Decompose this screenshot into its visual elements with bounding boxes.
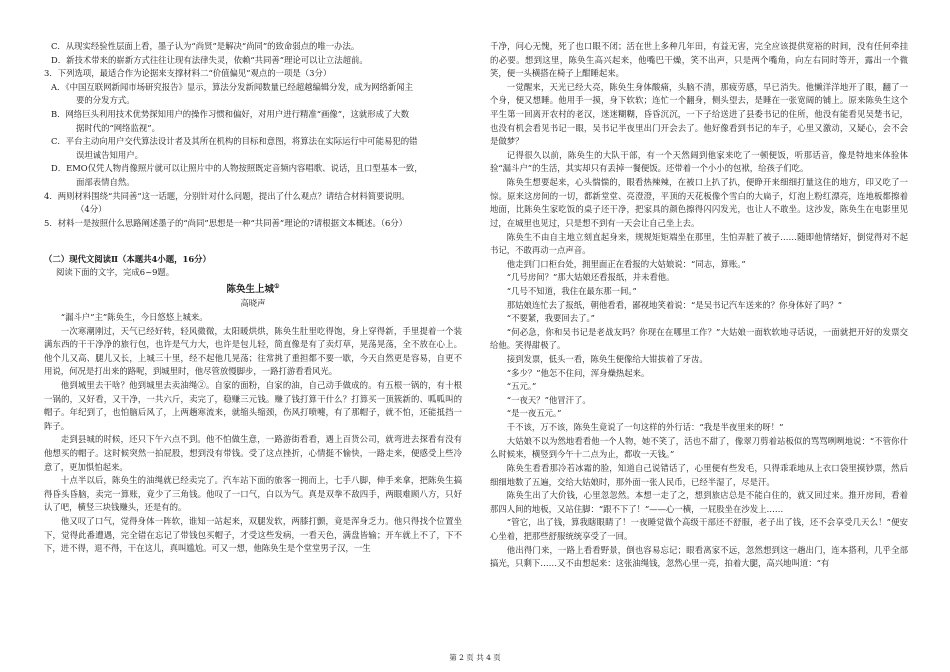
story-paragraph: 十点半以后，陈奂生的油绳就已经卖完了。汽车站下面的旅客一拥而上，七手八脚，伸手来拿，把陈奂生搞得昏头昏脑，卖完一算账，竟少了三角钱。他叹了一口气，白以为气。真是双拳不敌四手，两眼难顾八方，只好认了吧，横竖三块钱赚头，还是有的。 [44,475,462,513]
q3-option-a: A．《中国互联网新闻市场研究报告》显示，算法分发新闻数量已经超越编辑分发，成为网络新闻主 [51,81,413,92]
q3-stem: 3．下列选项，最适合作为论据来支撑材料二“价值偏见”观点的一项是（3分） [44,68,332,79]
story-paragraph: 一次寒潮刚过，天气已经好转，轻风微微，太阳暖烘烘，陈奂生肚里吃得饱，身上穿得新，手里提着一个装满东西的干干净净的旅行包，也许是气力大，也许是包儿轻，简直像是有了卖灯草，晃荡晃荡，全不放在心上。他个儿又高、腿儿又长，上城三十里，经不起他几晃荡；往常挑了重担都不要一歇，今天自然更是容易，自更不用说，何况是打出来的路呢，到城里时，他尽管放慢脚步，一路打游看看风光。 [44,325,462,377]
story-paragraph: 陈奂生看看那冷若冰霜的脸，知道自己说错话了，心里便有些发毛，只得乖乖地从上衣口袋里摸钞票，然后细细地数了五遍，交给大姑娘时，那外面一张人民币，已经半湿了，尽是汗。 [490,462,908,487]
q3-option-c-cont: 误坦诚告知用户。 [76,149,143,160]
story-paragraph: “几号不知道，我住在最东那一间。” [506,285,637,296]
story-paragraph: 千不该，万不该，陈奂生竟说了一句这样的外行话：“我是半夜里来的呀！” [506,422,784,433]
story-paragraph: 他又叹了口气，觉得身体一阵软，谁知一站起来，双腿发软，两膝打颤，竟是浑身乏力。他只得找个位置坐下，觉得此番遭遇，完全错在忘记了带钱包买帽子，才受这些发病，一看天色，满盘皆输；开车就上不了，下不下，进不得，退不得，干在这儿，真叫尴尬。可又一想，他陈奂生是个堂堂男子汉，一生 [44,516,462,554]
story-paragraph: 记得很久以前，陈奂生的大队干部，有一个天然阔到他家来吃了一顿便饭，听那话音，像是特地来体验体验“漏斗户”的生活，其实却只有丢掉一餐便饭。还带着一个小小的包袱，给孩子们吃。 [490,149,908,174]
story-paragraph: 那姑娘连忙去了报纸，朝他看看，鄙视地笑着说：“是吴书记汽车送来的？你身体好了吗？” [506,299,842,310]
story-paragraph: 他出得门来，一路上看看野景，倒也容易忘记；眼看离家不远，忽然想到这一趟出门，连本搭利，几乎全部搞光，只剩下……又不由想起来：这张油绳钱，忽然心里一亮，拍着大腿，高兴地叫道：“有 [490,544,908,569]
story-paragraph: “五元。” [506,381,537,392]
story-paragraph: “管它，出了钱，算我瞎眼睛了！一夜睡觉做个高级干部还不舒服，老子出了钱，还不会享受几天么！”便安心坐着，把那些舒服统统享受了一回。 [490,517,908,541]
q3-option-c: C．平台主动向用户交代算法设计者及其所在机构的目标和意图，将算法在实际运行中可能易犯的错 [51,136,418,147]
story-paragraph: 陈奂生出了大价钱，心里忽忽然。本想一走了之，想到旅店总是不能白住的，就又回过来。推开房间，看着那四人间的地板，又站住脚：“跟不下了！”——心一横，一屁股坐在沙发上…… [490,490,908,514]
story-paragraph: “是一夜五元。” [506,408,562,419]
section-heading: （二）现代文阅读Ⅱ（本题共4小题，16分） [44,253,211,264]
q3-option-a-cont: 要的分发方式。 [76,95,135,106]
right-column [490,40,908,571]
page-footer: 第 2 页 共 4 页 [449,652,501,662]
story-paragraph: 大姑娘不以为然地看看他一个人物，她不笑了，活也不甜了，像翠刀剪着站板似的骂骂咧咧地说：“不管你什么时候来，横竖到今午十二点为止，都收一天钱。” [490,435,908,460]
left-column [44,40,462,556]
q3-option-d-cont: 面部表情自然。 [76,177,135,188]
q3-option-b-cont: 据时代的“网络监视”。 [76,122,160,133]
q2-option-d: D．新技术带来的崭新方式往往让现有法律失灵，依赖“共同善”理论可以让立法超前。 [51,54,368,65]
story-title-text: 陈奂生上城 [226,283,275,295]
story-paragraph: 他走到门口柜台处，拥里面正在看报的大姑娘说：“同志，算账。” [506,258,746,269]
story-paragraph: 他到城里去干啥？他到城里去卖油绳②。自家的面粉，自家的油，自己动手做成的。有五根一锅的，有十根一锅的，又好看，又干净，一共六斤，卖完了，稳赚三元钱。赚了钱打算干什么？打算买一顶簇新的、呱呱叫的帽子。年纪到了，也怕脑后风了，上两趟寒流来，就缩头缩颈，伤风打喷嚏，有了那帽子，就不怕，还能抵挡一阵子。 [44,379,462,431]
q5-stem: 5．材料一是按照什么思路阐述墨子的“尚同”思想是一种“共同善”理论的?请根据文本概述。（6分） [44,217,408,228]
story-paragraph: 一觉醒来，天光已经大亮，陈奂生身体酸痛，头脑不清，那疲劳感，早已消失。他懒洋洋地开了眼，翻了一个身，便又想睡。他用手一摸，身下软软；连忙一个翻身，侧头望去，是睡在一张宽阔的铺上。原来陈奂生这个平生第一回离开农村的老汉，迷迷糊糊，昏昏沉沉，一下子给送进了县委书记的住所，他没有能看见吴楚书记，也没有机会看见书记一眼，吴书记半夜里出门开会去了。他好像看到书记的车子，心里又激动，又疑心，会不会是做梦？ [490,81,908,147]
story-paragraph: 陈奂生不由自主地立刻直起身来，规规矩矩端坐在那里，生怕弄脏了被子……随即他情绪好，倒觉得对不起书记，不敢再动一点声音。 [490,231,908,256]
story-author: 高晓声 [240,298,266,309]
reading-instruction: 阅读下面的文字，完成6~9题。 [56,267,175,278]
story-paragraph: 陈奂生想要起来，心头惴惴的，眼看热辣辣，在被口上扒了扒，便睁开来细细打量这住的地方，印又吃了一惊。原来这房间的一切，都新堂堂、亮澄澄，平顶的天花板像个雪白的大扁子，灯泡上粉红漂亮，连地板都擦着地面，比陈奂生家吃饭的桌子还干净，把家具的颜色擦得闪闪发光，也让人不敢坐。这沙发，陈奂生在电影里见过，在城里也见过，只是想不到有一天会让自己坐上去。 [490,177,908,228]
story-paragraph: “几号房间？”那大姑娘还看报纸，并未看他。 [506,272,675,283]
story-paragraph: 走到县城的时候，还只下午六点不到。他不怕做生意，一路游街看看，遇上百货公司，就弯进去探看有没有他想买的帽子。这时候突然一拍屁股，想到没有带钱。受了这点挫折，心情挺不愉快，一路走来，便感受上些冷意了，更加惧怕起来。 [44,434,462,472]
q4-points: （4分） [76,204,107,215]
story-paragraph: “何必急，你和吴书记是老战友吗？你现在在哪里工作？”大姑娘一面软软地寻话说，一面就把开好的发票交给他。笑得甜极了。 [490,326,908,351]
q2-option-c: C．从现实经验性层面上看，墨子认为“尚贤”是解决“尚同”的致命弱点的唯一办法。 [51,41,360,51]
story-paragraph: “一夜天？”他冒汗了。 [506,394,591,405]
story-title-footnote-mark: ① [274,282,280,290]
q3-option-b: B．网络巨头利用技术优势探知用户的操作习惯和偏好，对用户进行精准“画像”，这就形成了大数 [51,109,410,120]
story-paragraph: “多少？”他怎不住问，浑身燥热起来。 [506,367,650,378]
q3-option-d: D．EMO仅凭人物肖像照片就可以让照片中的人物按照既定音频内容唱歌、说话，且口型基本一致， [51,163,423,174]
story-paragraph: “不要紧，我要回去了。” [506,313,595,324]
q4-stem: 4．两则材料围绕“共同善”这一话题，分别针对什么问题，提出了什么观点？请结合材料简要说明。 [44,190,410,201]
story-title [44,282,462,298]
story-paragraph-continued: 千净，问心无愧，死了也口眼不闭；活在世上多种几年田，有益无害，完全应该提供宽裕的时间，没有任何牵挂的必要。想到这里，陈奂生高兴起来，他嘴巴干燥，笑不出声，只是两个嘴角，向左右同时等开，露出一个微笑，便一头横搭在椅子上酣睡起来。 [490,41,908,79]
story-paragraph: “漏斗户”主”陈奂生，今日悠悠上城来。 [60,311,208,322]
story-paragraph: 接到发票，低头一看，陈奂生便像给大钳拔着了牙齿。 [506,354,708,365]
